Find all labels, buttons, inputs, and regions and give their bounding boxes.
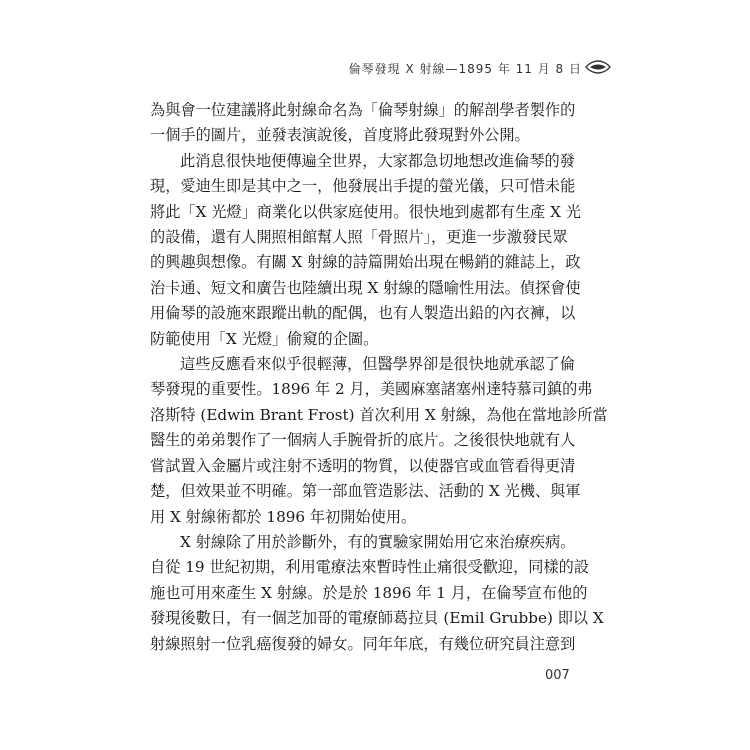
text-line: 這些反應看來似乎很輕薄，但醫學界卻是很快地就承認了倫 bbox=[180, 355, 575, 374]
running-header: 倫琴發現 X 射線—1895 年 11 月 8 日 bbox=[348, 62, 582, 76]
text-line: 射線照射一位乳癌復發的婦女。同年年底，有幾位研究員注意到 bbox=[150, 634, 576, 653]
text-line: 醫生的弟弟製作了一個病人手腕骨折的底片。之後很快地就有人 bbox=[150, 431, 576, 450]
text-line: 自從 19 世紀初期，利用電療法來暫時性止痛很受歡迎，同樣的設 bbox=[150, 558, 590, 577]
text-line: 此消息很快地便傳遍全世界，大家都急切地想改進倫琴的發 bbox=[180, 151, 575, 170]
body-text bbox=[150, 98, 608, 657]
text-line: 施也可用來產生 X 射線。於是於 1896 年 1 月，在倫琴宣布他的 bbox=[150, 583, 588, 602]
text-line: 楚，但效果並不明確。第一部血管造影法、活動的 X 光機、與軍 bbox=[150, 482, 581, 501]
text-line: 發現後數日，有一個芝加哥的電療師葛拉貝 (Emil Grubbe) 即以 X bbox=[150, 609, 604, 628]
text-line: 琴發現的重要性。1896 年 2 月，美國麻塞諸塞州達特慕司鎮的弗 bbox=[150, 380, 593, 399]
page-number: 007 bbox=[545, 668, 570, 683]
ornament-icon bbox=[584, 59, 612, 75]
text-line: 將此「X 光燈」商業化以供家庭使用。很快地到處都有生產 X 光 bbox=[150, 202, 581, 221]
text-line: 的設備，還有人開照相館幫人照「骨照片」，更進一步激發民眾 bbox=[150, 228, 568, 247]
text-line: 用 X 射線術都於 1896 年初開始使用。 bbox=[150, 507, 417, 526]
text-line: 嘗試置入金屬片或注射不透明的物質，以使器官或血管看得更清 bbox=[150, 456, 576, 475]
text-line: X 射線除了用於診斷外，有的實驗家開始用它來治療疾病。 bbox=[180, 532, 576, 551]
paragraph-1 bbox=[150, 98, 576, 149]
text-line: 洛斯特 (Edwin Brant Frost) 首次利用 X 射線，為他在當地診所當 bbox=[150, 405, 608, 424]
text-line: 一個手的圖片，並發表演說後，首度將此發現對外公開。 bbox=[150, 126, 530, 145]
paragraph-2 bbox=[150, 149, 581, 352]
text-line: 的興趣與想像。有關 X 射線的詩篇開始出現在暢銷的雜誌上，政 bbox=[150, 253, 581, 272]
paragraph-4 bbox=[150, 530, 604, 657]
paragraph-3 bbox=[150, 352, 608, 530]
text-line: 防範使用「X 光燈」偷窺的企圖。 bbox=[150, 329, 379, 348]
text-line: 治卡通、短文和廣告也陸續出現 X 射線的隱喻性用法。偵探會使 bbox=[150, 278, 581, 297]
text-line: 用倫琴的設施來跟蹤出軌的配偶，也有人製造出鉛的內衣褲，以 bbox=[150, 304, 576, 323]
text-line: 現，愛迪生即是其中之一，他發展出手提的螢光儀，只可惜未能 bbox=[150, 177, 576, 196]
text-line: 為與會一位建議將此射線命名為「倫琴射線」的解剖學者製作的 bbox=[150, 101, 576, 119]
